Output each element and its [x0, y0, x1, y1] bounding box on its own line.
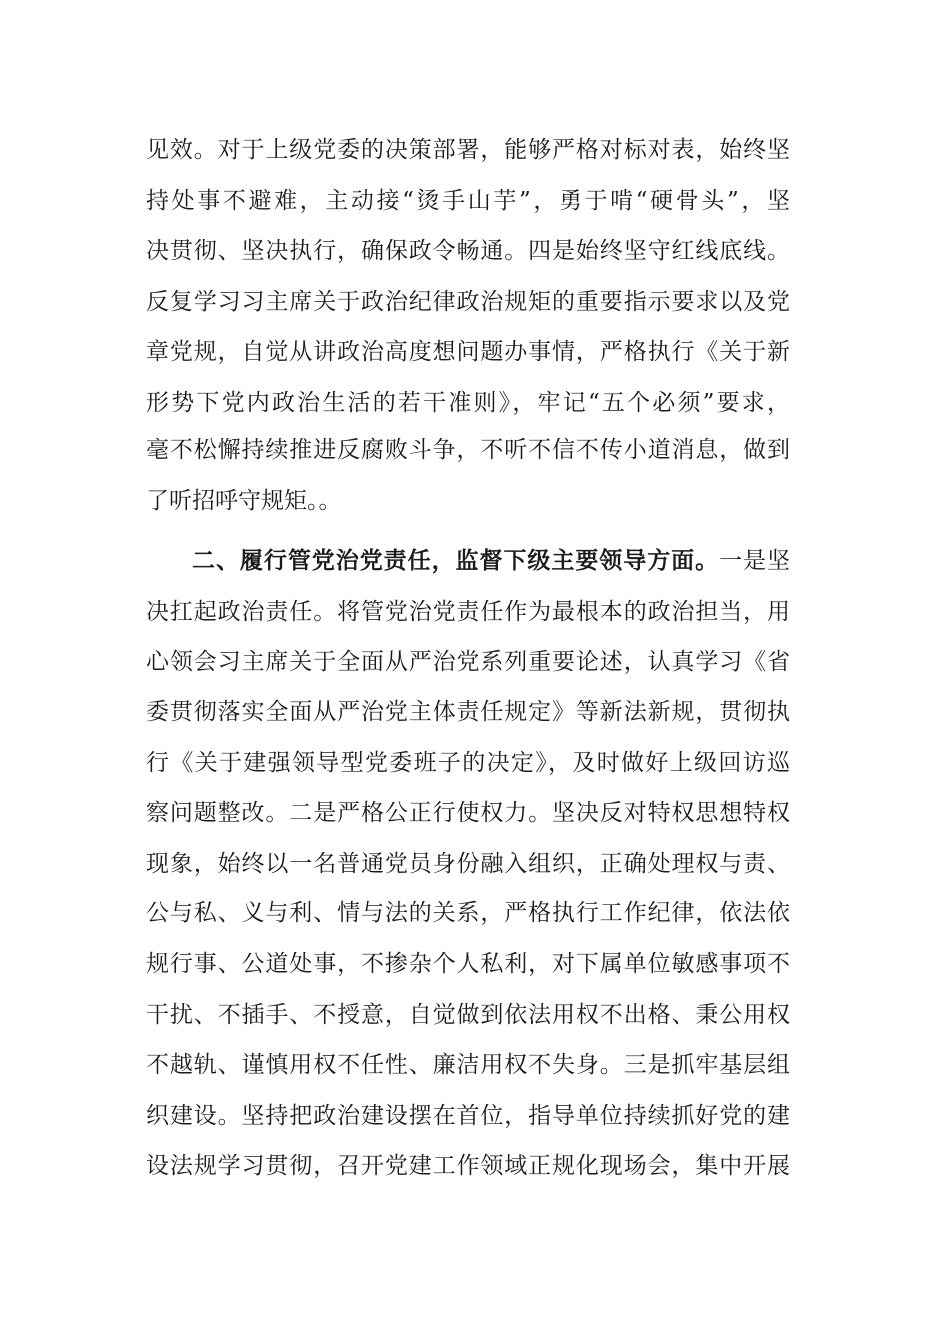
paragraph-2-line-12: 织建设。坚持把政治建设摆在首位，指导单位持续抓好党的建: [146, 1103, 790, 1129]
paragraph-2-line-3: 心领会习主席关于全面从严治党系列重要论述，认真学习《省: [146, 649, 790, 675]
paragraph-1-line-7: 毫不松懈持续推进反腐败斗争，不听不信不传小道消息，做到: [146, 437, 790, 463]
paragraph-2-line-4: 委贯彻落实全面从严治党主体责任规定》等新法新规，贯彻执: [146, 699, 790, 725]
paragraph-2-line-1: [192, 541, 790, 581]
section-heading-continuation: 一是坚: [719, 548, 790, 574]
paragraph-1-line-5: 章党规，自觉从讲政治高度想问题办事情，严格执行《关于新: [146, 339, 790, 365]
paragraph-1-line-4: 反复学习习主席关于政治纪律政治规矩的重要指示要求以及党: [146, 289, 790, 315]
paragraph-1-line-3: 决贯彻、坚决执行，确保政令畅通。四是始终坚守红线底线。: [146, 238, 790, 264]
paragraph-1-line-6: 形势下党内政治生活的若干准则》，牢记“五个必须”要求，: [146, 390, 790, 416]
paragraph-2-line-10: 干扰、不插手、不授意，自觉做到依法用权不出格、秉公用权: [146, 1002, 790, 1028]
paragraph-2-line-5: 行《关于建强领导型党委班子的决定》，及时做好上级回访巡: [146, 750, 790, 776]
paragraph-2-line-2: 决扛起政治责任。将管党治党责任作为最根本的政治担当，用: [146, 599, 790, 625]
paragraph-1-line-8: 了听招呼守规矩。。: [146, 488, 342, 514]
paragraph-1-line-1: 见效。对于上级党委的决策部署，能够严格对标对表，始终坚: [146, 137, 790, 163]
paragraph-2-line-11: 不越轨、谨慎用权不任性、廉洁用权不失身。三是抓牢基层组: [146, 1052, 790, 1078]
paragraph-1-line-2: 持处事不避难，主动接“烫手山芋”，勇于啃“硬骨头”，坚: [146, 188, 790, 214]
paragraph-2-line-7: 现象，始终以一名普通党员身份融入组织，正确处理权与责、: [146, 851, 790, 877]
section-heading: 二、履行管党治党责任，监督下级主要领导方面。: [192, 547, 720, 574]
paragraph-2-line-13: 设法规学习贯彻，召开党建工作领域正规化现场会，集中开展: [146, 1153, 790, 1179]
paragraph-2-line-8: 公与私、义与利、情与法的关系，严格执行工作纪律，依法依: [146, 900, 790, 926]
paragraph-2-line-6: 察问题整改。二是严格公正行使权力。坚决反对特权思想特权: [146, 800, 790, 826]
paragraph-2-line-9: 规行事、公道处事，不掺杂个人私利，对下属单位敏感事项不: [146, 951, 790, 977]
